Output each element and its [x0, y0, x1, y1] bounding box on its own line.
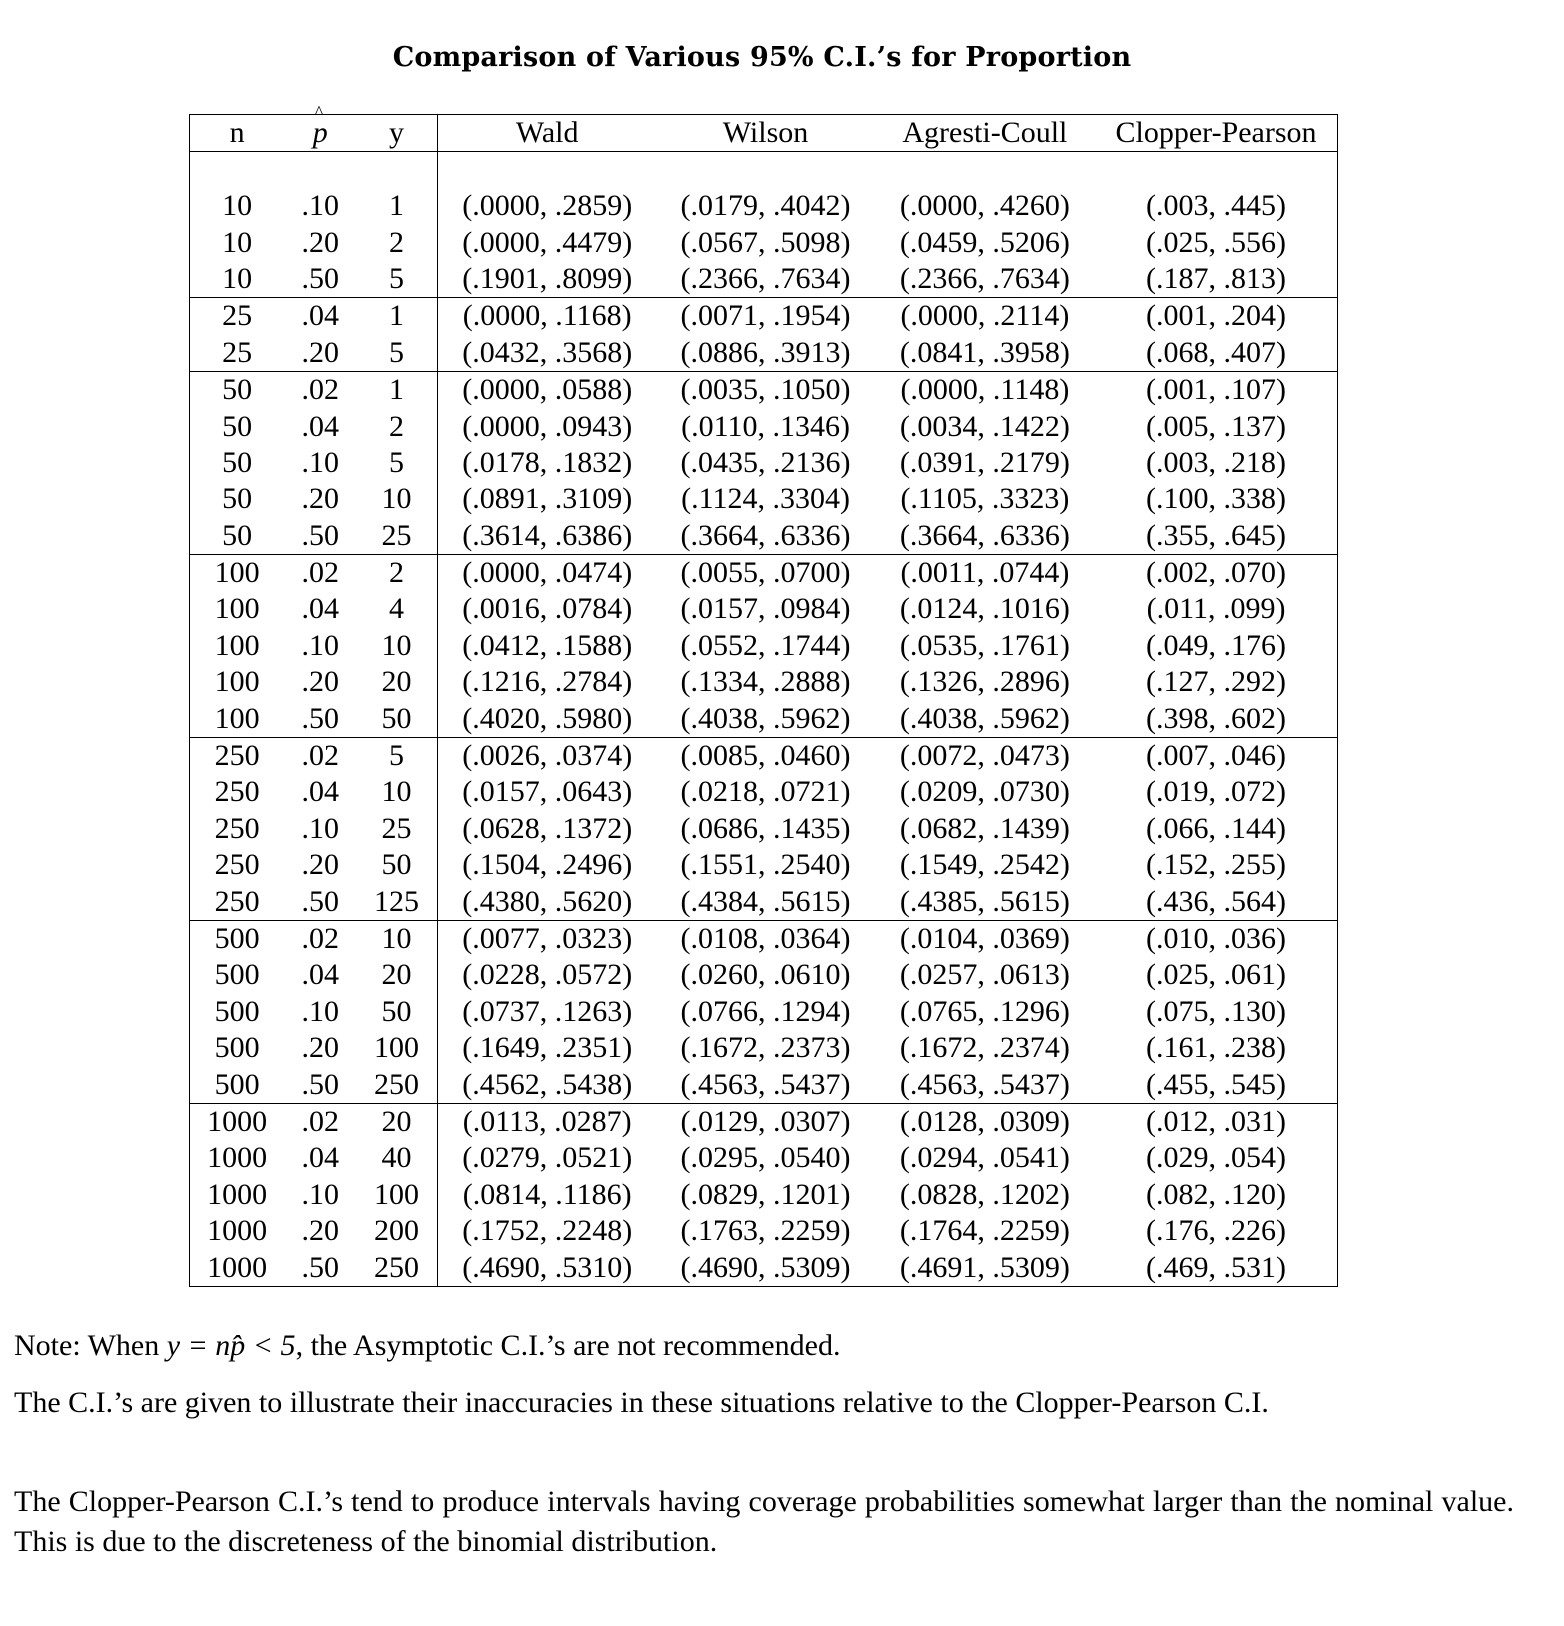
table-row — [190, 371, 1338, 408]
ci-comparison-table — [189, 114, 1338, 1287]
table-row — [190, 628, 1338, 664]
cell-wilson: (.0108, .0364) — [656, 920, 874, 957]
cell-agresti-coull: (.0828, .1202) — [899, 1177, 1070, 1211]
cell-wilson: (.0435, .2136) — [680, 445, 851, 479]
cell-y: 25 — [356, 811, 437, 847]
table-body — [190, 152, 1338, 1287]
cell-y: 250 — [356, 1249, 437, 1286]
cell-wilson: (.0552, .1744) — [680, 628, 851, 662]
note-clopper-pearson: The Clopper-Pearson C.I.’s tend to produce intervals having coverage probabilities somewhat larger than the nominal value. This is due to the discreteness of the binomial distribution. — [14, 1485, 1514, 1558]
cell-agresti-coull: (.0841, .3958) — [899, 335, 1070, 369]
cell-p-hat: .50 — [301, 1067, 339, 1101]
cell-agresti-coull: (.3664, .6336) — [899, 518, 1070, 552]
cell-wilson: (.0157, .0984) — [680, 592, 851, 626]
table-row — [190, 1177, 1338, 1213]
cell-clopper-pearson: (.003, .445) — [1146, 189, 1287, 223]
cell-wald: (.0891, .3109) — [462, 482, 633, 516]
cell-n: 25 — [190, 298, 285, 335]
cell-p-hat: .50 — [301, 518, 339, 552]
cell-y: 100 — [356, 1177, 437, 1213]
cell-wilson: (.1672, .2373) — [680, 1031, 851, 1065]
cell-p-hat: .20 — [301, 1214, 339, 1248]
cell-wilson: (.0085, .0460) — [656, 737, 874, 774]
cell-y: 2 — [356, 554, 437, 591]
cell-n: 100 — [214, 592, 260, 626]
cell-y: 1 — [356, 371, 437, 408]
cell-n: 10 — [222, 261, 253, 295]
cell-wald: (.1752, .2248) — [462, 1214, 633, 1248]
cell-wilson: (.0218, .0721) — [680, 775, 851, 809]
cell-y: 125 — [356, 883, 437, 920]
cell-p-hat: .10 — [301, 994, 339, 1028]
cell-n: 100 — [214, 665, 260, 699]
cell-p-hat: .02 — [284, 1103, 356, 1140]
cell-y: 2 — [356, 224, 437, 260]
cell-p-hat: .04 — [301, 1141, 339, 1175]
table-row — [190, 554, 1338, 591]
cell-p-hat: .10 — [301, 1177, 339, 1211]
cell-wald: (.0737, .1263) — [462, 994, 633, 1028]
cell-y: 10 — [356, 628, 437, 664]
cell-clopper-pearson: (.436, .564) — [1146, 884, 1287, 918]
cell-n: 100 — [214, 628, 260, 662]
cell-wilson: (.1763, .2259) — [680, 1214, 851, 1248]
cell-p-hat: .04 — [301, 775, 339, 809]
cell-wald: (.0000, .4479) — [462, 225, 633, 259]
cell-wald: (.0077, .0323) — [438, 920, 657, 957]
cell-clopper-pearson: (.010, .036) — [1095, 920, 1337, 957]
cell-wald: (.0814, .1186) — [462, 1177, 632, 1211]
cell-n: 100 — [214, 701, 260, 735]
cell-agresti-coull: (.0000, .2114) — [875, 298, 1095, 335]
cell-agresti-coull: (.0124, .1016) — [899, 592, 1070, 626]
cell-n: 50 — [190, 371, 285, 408]
cell-wilson: (.4563, .5437) — [680, 1067, 851, 1101]
page-title: Comparison of Various 95% C.I.’s for Proportion — [392, 42, 1132, 73]
cell-clopper-pearson: (.127, .292) — [1146, 665, 1287, 699]
cell-agresti-coull: (.0000, .4260) — [899, 189, 1070, 223]
note-asymptotic — [14, 1326, 1514, 1366]
cell-clopper-pearson: (.001, .107) — [1095, 371, 1337, 408]
cell-wilson: (.0071, .1954) — [656, 298, 874, 335]
cell-p-hat: .02 — [284, 737, 356, 774]
cell-wilson: (.0295, .0540) — [680, 1141, 851, 1175]
cell-y: 40 — [356, 1140, 437, 1176]
table-row — [190, 664, 1338, 700]
cell-y: 100 — [356, 1030, 437, 1066]
cell-wald: (.0000, .2859) — [462, 189, 633, 223]
cell-clopper-pearson: (.355, .645) — [1146, 518, 1287, 552]
cell-clopper-pearson: (.029, .054) — [1146, 1141, 1287, 1175]
note-inaccuracies: The C.I.’s are given to illustrate their inaccuracies in these situations relative to the Clopper-Pearson C.I. — [14, 1386, 1269, 1419]
cell-agresti-coull: (.0294, .0541) — [899, 1141, 1070, 1175]
cell-wald: (.3614, .6386) — [462, 518, 633, 552]
cell-clopper-pearson: (.469, .531) — [1146, 1250, 1287, 1284]
cell-p-hat: .50 — [301, 701, 339, 735]
cell-y: 5 — [356, 335, 437, 372]
cell-n: 1000 — [207, 1141, 268, 1175]
table-row — [190, 1249, 1338, 1286]
cell-clopper-pearson: (.075, .130) — [1146, 994, 1287, 1028]
cell-y: 1 — [356, 188, 437, 224]
cell-wald: (.0016, .0784) — [462, 592, 633, 626]
cell-agresti-coull: (.0000, .1148) — [875, 371, 1095, 408]
cell-wilson: (.0035, .1050) — [656, 371, 874, 408]
cell-wilson: (.0567, .5098) — [680, 225, 851, 259]
cell-n: 25 — [222, 335, 253, 369]
header-agresti-coull: Agresti-Coull — [875, 115, 1095, 152]
table-row — [190, 1140, 1338, 1176]
cell-agresti-coull: (.4691, .5309) — [899, 1250, 1070, 1284]
cell-agresti-coull: (.1549, .2542) — [899, 848, 1070, 882]
cell-wald: (.1649, .2351) — [462, 1031, 633, 1065]
cell-wald: (.4020, .5980) — [462, 701, 633, 735]
header-y: y — [356, 115, 437, 152]
table-row — [190, 774, 1338, 810]
cell-n: 1000 — [190, 1103, 285, 1140]
cell-wald: (.0026, .0374) — [438, 737, 657, 774]
cell-p-hat: .02 — [284, 554, 356, 591]
cell-agresti-coull: (.0682, .1439) — [899, 811, 1070, 845]
table-row — [190, 261, 1338, 298]
cell-p-hat: .20 — [301, 848, 339, 882]
cell-wilson: (.0110, .1346) — [681, 409, 850, 443]
cell-clopper-pearson: (.003, .218) — [1146, 445, 1287, 479]
cell-wilson: (.0055, .0700) — [656, 554, 874, 591]
cell-wilson: (.2366, .7634) — [680, 261, 851, 295]
cell-p-hat: .02 — [284, 920, 356, 957]
table-row — [190, 445, 1338, 481]
cell-y: 10 — [356, 481, 437, 517]
cell-wald: (.0113, .0287) — [438, 1103, 657, 1140]
cell-clopper-pearson: (.001, .204) — [1095, 298, 1337, 335]
cell-y: 50 — [356, 994, 437, 1030]
cell-y: 50 — [356, 700, 437, 737]
cell-agresti-coull: (.4385, .5615) — [899, 884, 1070, 918]
table-row — [190, 811, 1338, 847]
p-hat-symbol: ^ p — [313, 118, 328, 148]
cell-agresti-coull: (.0034, .1422) — [899, 409, 1070, 443]
header-p-hat — [284, 115, 356, 152]
cell-y: 5 — [356, 737, 437, 774]
cell-wilson: (.3664, .6336) — [680, 518, 851, 552]
cell-p-hat: .10 — [301, 189, 339, 223]
cell-n: 50 — [222, 409, 253, 443]
cell-p-hat: .10 — [301, 811, 339, 845]
cell-wilson: (.1124, .3304) — [681, 482, 850, 516]
note-1-prefix: Note: When — [14, 1329, 167, 1362]
cell-clopper-pearson: (.011, .099) — [1146, 592, 1286, 626]
table-row — [190, 591, 1338, 627]
cell-p-hat: .50 — [301, 884, 339, 918]
cell-p-hat: .04 — [284, 298, 356, 335]
cell-wald: (.4380, .5620) — [462, 884, 633, 918]
cell-wald: (.0000, .0588) — [438, 371, 657, 408]
cell-wilson: (.4384, .5615) — [680, 884, 851, 918]
cell-p-hat: .04 — [301, 958, 339, 992]
table-row — [190, 957, 1338, 993]
cell-n: 10 — [222, 225, 253, 259]
cell-y: 1 — [356, 298, 437, 335]
cell-wald: (.0279, .0521) — [462, 1141, 633, 1175]
cell-n: 500 — [214, 958, 260, 992]
cell-y: 50 — [356, 847, 437, 883]
cell-n: 50 — [222, 518, 253, 552]
cell-clopper-pearson: (.082, .120) — [1146, 1177, 1287, 1211]
cell-agresti-coull: (.1672, .2374) — [899, 1031, 1070, 1065]
cell-n: 500 — [214, 1067, 260, 1101]
table-row — [190, 994, 1338, 1030]
cell-p-hat: .04 — [301, 592, 339, 626]
cell-wald: (.0000, .1168) — [438, 298, 657, 335]
cell-wald: (.4562, .5438) — [462, 1067, 633, 1101]
cell-wilson: (.4038, .5962) — [680, 701, 851, 735]
cell-wald: (.0157, .0643) — [462, 775, 633, 809]
table-row — [190, 737, 1338, 774]
cell-wald: (.0000, .0474) — [438, 554, 657, 591]
cell-p-hat: .50 — [301, 1250, 339, 1284]
cell-wald: (.4690, .5310) — [462, 1250, 633, 1284]
cell-n: 1000 — [207, 1214, 268, 1248]
table-row — [190, 1030, 1338, 1066]
cell-clopper-pearson: (.100, .338) — [1146, 482, 1287, 516]
cell-agresti-coull: (.1326, .2896) — [899, 665, 1070, 699]
cell-agresti-coull: (.0128, .0309) — [875, 1103, 1095, 1140]
cell-wilson: (.0129, .0307) — [656, 1103, 874, 1140]
cell-wilson: (.4690, .5309) — [680, 1250, 851, 1284]
cell-y: 10 — [356, 920, 437, 957]
cell-agresti-coull: (.0765, .1296) — [899, 994, 1070, 1028]
table-row — [190, 188, 1338, 224]
cell-p-hat: .20 — [301, 335, 339, 369]
cell-clopper-pearson: (.019, .072) — [1146, 775, 1287, 809]
cell-p-hat: .20 — [301, 1031, 339, 1065]
table-row — [190, 883, 1338, 920]
cell-agresti-coull: (.0072, .0473) — [875, 737, 1095, 774]
cell-y: 250 — [356, 1066, 437, 1103]
cell-clopper-pearson: (.068, .407) — [1146, 335, 1287, 369]
cell-wald: (.0628, .1372) — [462, 811, 633, 845]
header-wilson: Wilson — [656, 115, 874, 152]
cell-clopper-pearson: (.398, .602) — [1146, 701, 1287, 735]
table-row — [190, 224, 1338, 260]
cell-clopper-pearson: (.025, .556) — [1146, 225, 1287, 259]
cell-p-hat: .20 — [301, 225, 339, 259]
header-clopper-pearson: Clopper-Pearson — [1095, 115, 1337, 152]
table-row — [190, 518, 1338, 555]
cell-agresti-coull: (.0459, .5206) — [899, 225, 1070, 259]
cell-p-hat: .04 — [301, 409, 339, 443]
table-row — [190, 847, 1338, 883]
cell-clopper-pearson: (.161, .238) — [1146, 1031, 1287, 1065]
cell-n: 50 — [222, 445, 253, 479]
table-row — [190, 1103, 1338, 1140]
cell-n: 50 — [222, 482, 253, 516]
cell-wilson: (.0260, .0610) — [680, 958, 851, 992]
cell-agresti-coull: (.0104, .0369) — [875, 920, 1095, 957]
cell-wald: (.1504, .2496) — [462, 848, 633, 882]
cell-y: 5 — [356, 261, 437, 298]
cell-y: 10 — [356, 774, 437, 810]
cell-clopper-pearson: (.152, .255) — [1146, 848, 1287, 882]
cell-agresti-coull: (.0535, .1761) — [899, 628, 1070, 662]
cell-n: 10 — [222, 189, 253, 223]
cell-wald: (.0228, .0572) — [462, 958, 633, 992]
cell-agresti-coull: (.0011, .0744) — [875, 554, 1095, 591]
cell-y: 4 — [356, 591, 437, 627]
cell-wilson: (.1334, .2888) — [680, 665, 851, 699]
cell-n: 500 — [190, 920, 285, 957]
cell-wald: (.0000, .0943) — [462, 409, 633, 443]
cell-p-hat: .20 — [301, 482, 339, 516]
cell-agresti-coull: (.0209, .0730) — [899, 775, 1070, 809]
cell-agresti-coull: (.0257, .0613) — [899, 958, 1070, 992]
cell-wald: (.0432, .3568) — [462, 335, 633, 369]
cell-p-hat: .10 — [301, 628, 339, 662]
cell-y: 25 — [356, 518, 437, 555]
cell-p-hat: .10 — [301, 445, 339, 479]
cell-n: 1000 — [207, 1177, 268, 1211]
cell-clopper-pearson: (.007, .046) — [1095, 737, 1337, 774]
cell-agresti-coull: (.1105, .3323) — [900, 482, 1070, 516]
cell-agresti-coull: (.4038, .5962) — [899, 701, 1070, 735]
cell-agresti-coull: (.4563, .5437) — [899, 1067, 1070, 1101]
cell-clopper-pearson: (.176, .226) — [1146, 1214, 1287, 1248]
cell-wald: (.1901, .8099) — [462, 261, 633, 295]
cell-y: 20 — [356, 1103, 437, 1140]
cell-n: 250 — [190, 737, 285, 774]
cell-y: 5 — [356, 445, 437, 481]
cell-clopper-pearson: (.066, .144) — [1146, 811, 1287, 845]
cell-wald: (.0412, .1588) — [462, 628, 633, 662]
table-row — [190, 408, 1338, 444]
cell-p-hat: .50 — [301, 261, 339, 295]
table-row — [190, 298, 1338, 335]
cell-wilson: (.0829, .1201) — [680, 1177, 851, 1211]
spacer-row — [190, 152, 1338, 189]
cell-agresti-coull: (.0391, .2179) — [899, 445, 1070, 479]
cell-agresti-coull: (.1764, .2259) — [899, 1214, 1070, 1248]
cell-wald: (.0178, .1832) — [462, 445, 633, 479]
cell-wilson: (.0179, .4042) — [680, 189, 851, 223]
header-n: n — [190, 115, 285, 152]
cell-clopper-pearson: (.005, .137) — [1146, 409, 1287, 443]
cell-n: 250 — [214, 811, 260, 845]
cell-clopper-pearson: (.002, .070) — [1095, 554, 1337, 591]
cell-n: 100 — [190, 554, 285, 591]
cell-wilson: (.0886, .3913) — [680, 335, 851, 369]
note-1-math: y = np̂ < 5 — [166, 1329, 296, 1362]
cell-p-hat: .02 — [284, 371, 356, 408]
cell-n: 500 — [214, 1031, 260, 1065]
table-row — [190, 700, 1338, 737]
cell-clopper-pearson: (.049, .176) — [1146, 628, 1287, 662]
table-header-row — [190, 115, 1338, 152]
cell-clopper-pearson: (.455, .545) — [1146, 1067, 1287, 1101]
cell-y: 200 — [356, 1213, 437, 1249]
cell-n: 1000 — [207, 1250, 268, 1284]
cell-clopper-pearson: (.012, .031) — [1095, 1103, 1337, 1140]
cell-n: 250 — [214, 884, 260, 918]
cell-wilson: (.0686, .1435) — [680, 811, 851, 845]
cell-clopper-pearson: (.025, .061) — [1146, 958, 1287, 992]
cell-y: 2 — [356, 408, 437, 444]
cell-wald: (.1216, .2784) — [462, 665, 633, 699]
cell-n: 250 — [214, 848, 260, 882]
table-row — [190, 920, 1338, 957]
cell-p-hat: .20 — [301, 665, 339, 699]
cell-wilson: (.0766, .1294) — [680, 994, 851, 1028]
cell-wilson: (.1551, .2540) — [680, 848, 851, 882]
table-row — [190, 1066, 1338, 1103]
table-row — [190, 335, 1338, 372]
header-wald: Wald — [438, 115, 657, 152]
cell-n: 500 — [214, 994, 260, 1028]
cell-y: 20 — [356, 957, 437, 993]
table-row — [190, 1213, 1338, 1249]
cell-clopper-pearson: (.187, .813) — [1146, 261, 1287, 295]
cell-y: 20 — [356, 664, 437, 700]
cell-agresti-coull: (.2366, .7634) — [899, 261, 1070, 295]
cell-n: 250 — [214, 775, 260, 809]
table-row — [190, 481, 1338, 517]
note-1-suffix: , the Asymptotic C.I.’s are not recommended. — [295, 1329, 841, 1362]
